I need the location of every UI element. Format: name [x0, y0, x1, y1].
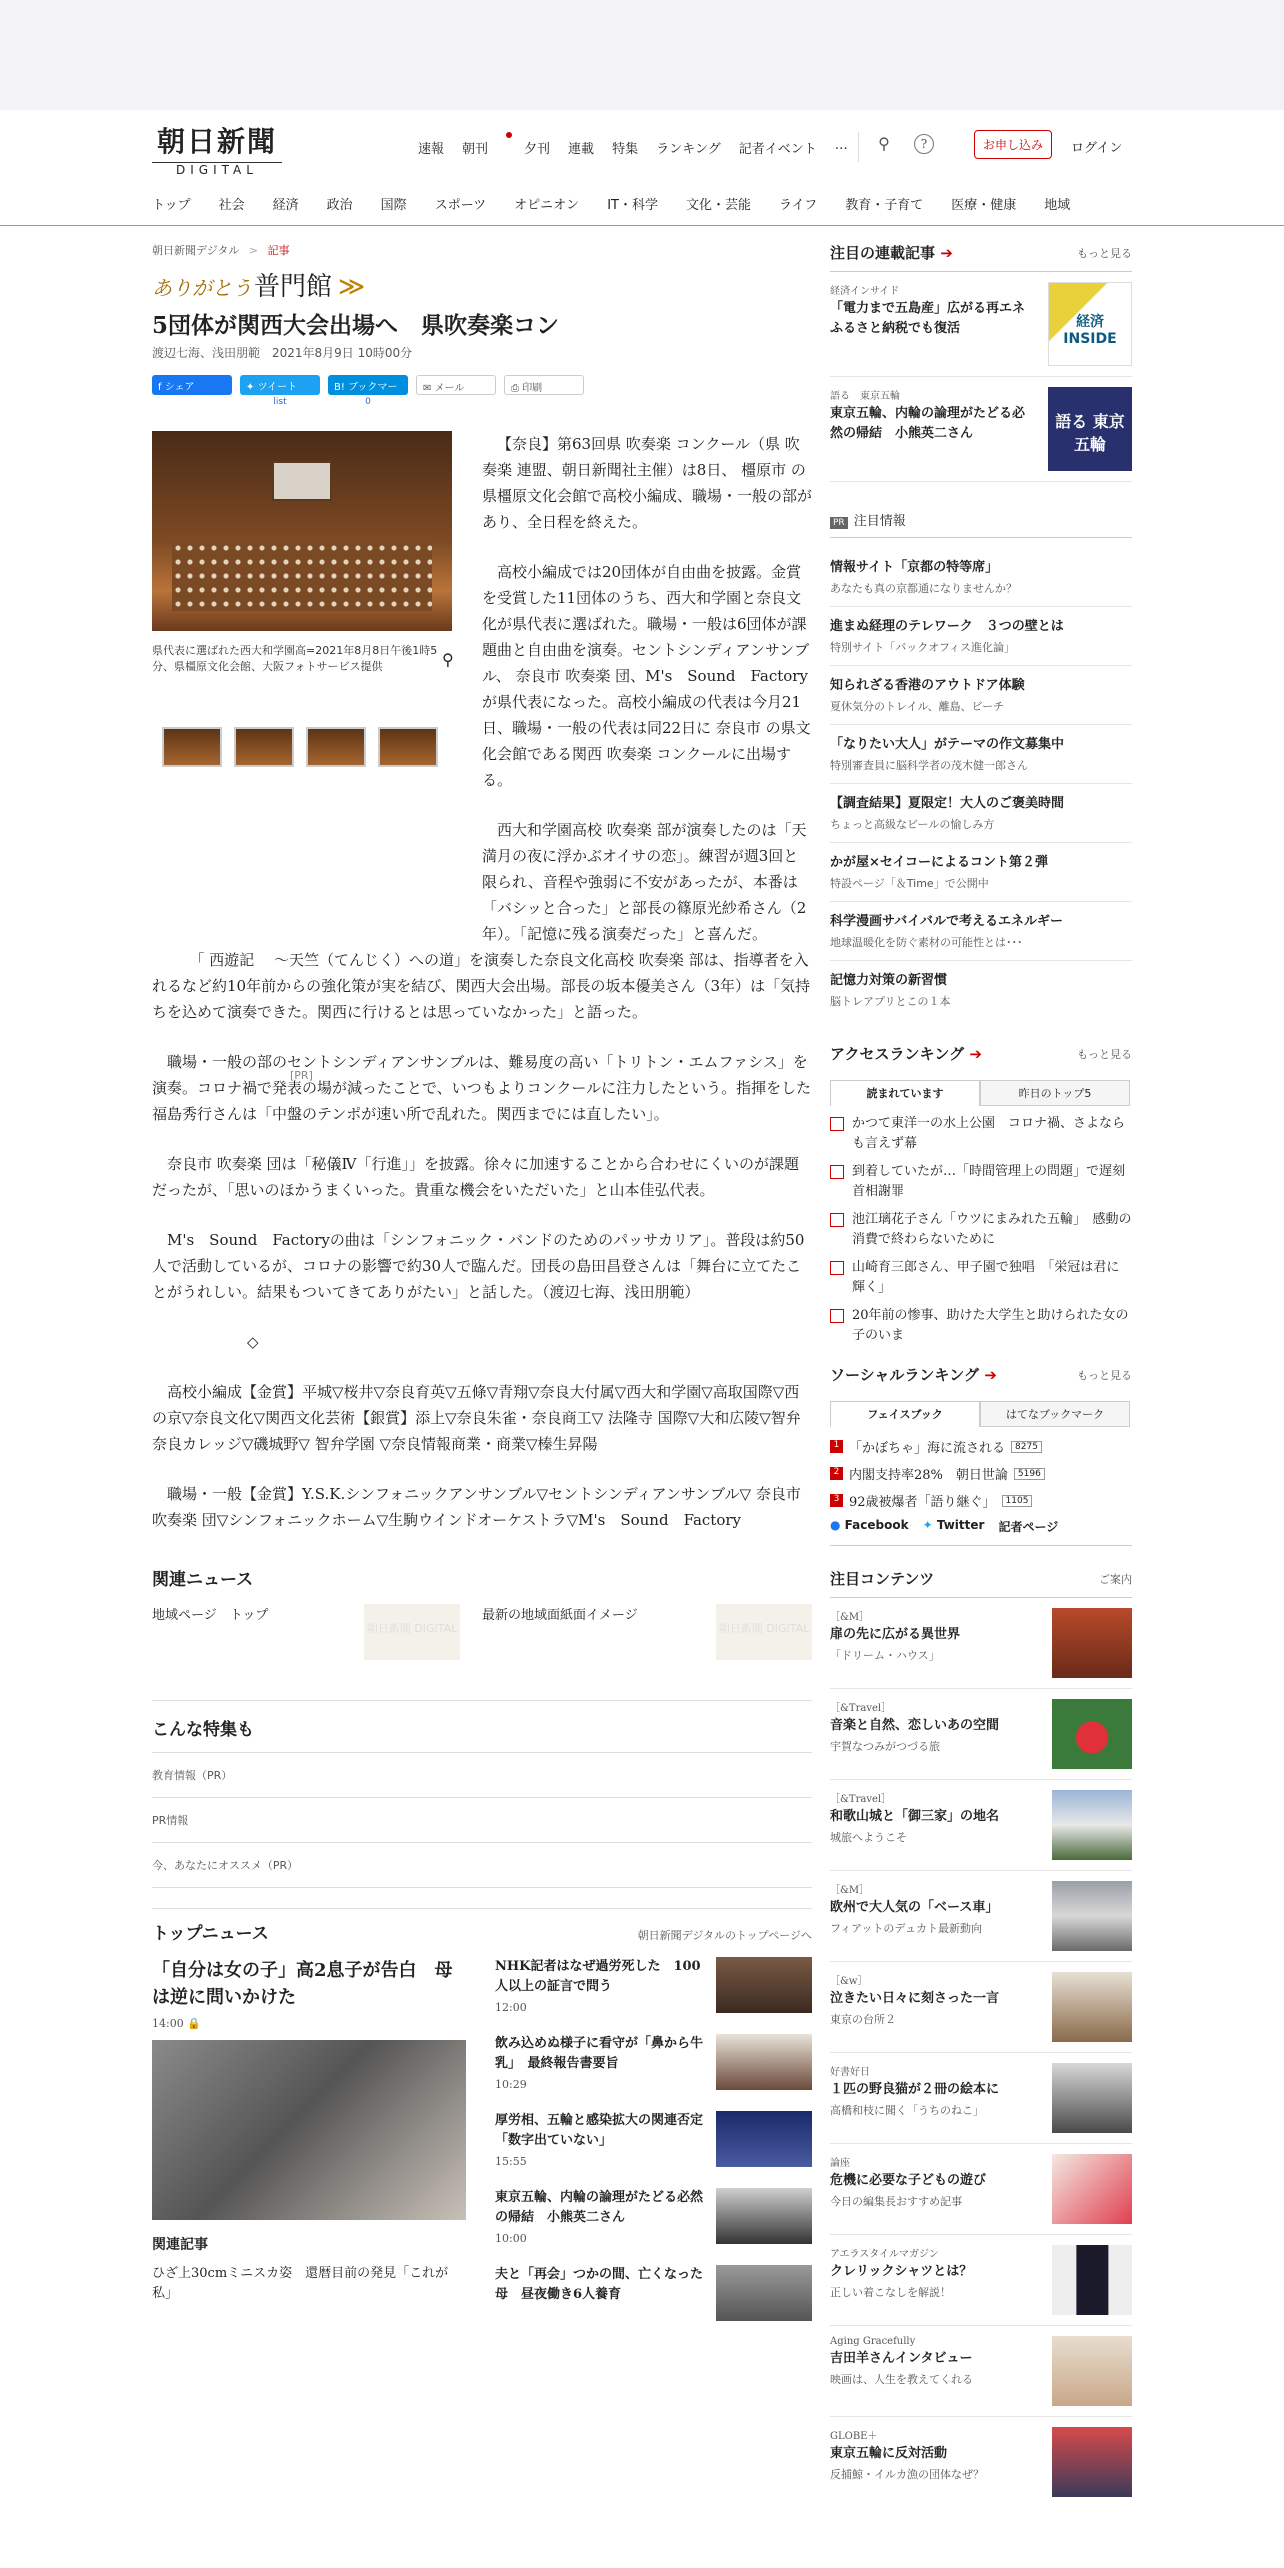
twitter-link-label: Twitter — [936, 1518, 985, 1532]
ranking-text: 到着していたが…「時間管理上の問題」で遅刻 首相謝罪 — [852, 1164, 1139, 1199]
rank-number: 3 — [830, 1494, 843, 1507]
photo-band — [172, 541, 432, 611]
social-text: 内閣支持率28% 朝日世論 — [849, 1468, 1008, 1483]
pr-item-title: 科学漫画サバイバルで考えるエネルギー — [830, 914, 1063, 929]
article-paragraph: 高校小編成では20団体が自由曲を披露。金賞を受賞した11団体のうち、西大和学園と奈良文化が県代表に選ばれた。職場・一般は6団体が課題曲と自由曲を演奏。セントシンディアンサンブル、 奈良市 吹奏楽 団、M's Sound Factoryが県代表になった。高校小編成の代表は今月21日、職場・一般の代表は同22日に 奈良市 の県文化会館である関西 吹奏楽 コンクールに出場する。 — [482, 563, 811, 789]
content-item[interactable] — [830, 1962, 1132, 2053]
social-tabs — [830, 1401, 1132, 1427]
pr-item[interactable] — [830, 784, 1132, 843]
mail-icon: ✉ — [423, 383, 435, 394]
content-title-text: 音楽と自然、恋しいあの空間 — [830, 1718, 1000, 1733]
related-item[interactable] — [152, 1604, 482, 1660]
twitter-icon: ✦ — [922, 1518, 933, 1532]
related-item[interactable] — [482, 1604, 812, 1660]
pr-item-sub: 地球温暖化を防ぐ素材の可能性とは･･･ — [830, 936, 1023, 949]
header-divider — [858, 132, 859, 162]
content-item[interactable] — [830, 1780, 1132, 1871]
topnews-item[interactable] — [495, 2034, 812, 2091]
content-item[interactable] — [830, 2144, 1132, 2235]
pr-item-title: 記憶力対策の新習慣 — [830, 973, 948, 988]
pr-item[interactable] — [830, 961, 1132, 1019]
series-category: 経済インサイド — [830, 286, 900, 297]
placeholder-logo: 朝日新聞 DIGITAL — [364, 1604, 460, 1660]
pr-item-title: 「なりたい大人」がテーマの作文募集中 — [830, 737, 1065, 752]
social-ranking-header — [830, 1364, 1132, 1393]
reporter-page-link[interactable]: 記者ページ — [998, 1520, 1059, 1534]
content-sub: 今日の編集長おすすめ記事 — [830, 2195, 963, 2208]
article-title: 5団体が関西大会出場へ 県吹奏楽コン — [152, 312, 560, 339]
special-row[interactable]: 教育情報（PR） — [152, 1753, 812, 1798]
tweet-button[interactable] — [240, 375, 320, 407]
content-title-text: 泣きたい日々に刻さった一言 — [830, 1991, 1000, 2006]
series-item[interactable] — [830, 272, 1132, 377]
share-count: 8275 — [1011, 1441, 1042, 1453]
top-news — [152, 1908, 812, 2302]
genre-nav — [152, 194, 1070, 213]
pr-item-sub: 特別サイト「バックオフィス進化論」 — [830, 641, 1016, 654]
placeholder-logo: 朝日新聞 DIGITAL — [716, 1604, 812, 1660]
arrow-right-icon: ➔ — [969, 1045, 982, 1063]
photo-banner — [272, 461, 332, 501]
hatena-icon: B! — [334, 382, 349, 393]
ad-banner-area — [0, 0, 1284, 110]
content-sub: 宇賀なつみがつづる旅 — [830, 1740, 940, 1753]
rank-number: 1 — [830, 1440, 843, 1453]
content-title-text: クレリックシャツとは？ — [830, 2264, 973, 2279]
article-paragraph: 「 西遊記 ～天竺（てんじく）への道」を演奏した奈良文化高校 吹奏楽 部は、指導者を入れるなど約10年前からの強化策が実を結び、関西大会出場。部長の坂本優美さん（3年）は「気持ちを込めて演奏できた。関西に行けるとは思っていなかった」と語った。 — [152, 951, 811, 1021]
content-item[interactable] — [830, 2053, 1132, 2144]
social-ranking-title: ソーシャルランキング — [830, 1366, 979, 1384]
related-title: 関連ニュース — [152, 1570, 254, 1590]
pr-item[interactable] — [830, 843, 1132, 902]
access-ranking-list — [830, 1114, 1139, 1346]
article-paragraph: 【奈良】第63回県 吹奏楽 コンクール（県 吹奏楽 連盟、朝日新聞社主催）は8日、 橿原市 の県橿原文化会館で高校小編成、職場・一般の部があり、全日程を終えた。 — [482, 435, 813, 531]
content-sub: 反捕鯨・イルカ漁の団体なぜ？ — [830, 2468, 984, 2481]
facebook-link[interactable] — [830, 1518, 909, 1535]
ranking-text: 20年前の惨事、助けた大学生と助けられた女の子のいま — [852, 1308, 1129, 1343]
subscribe-button[interactable]: お申し込み — [974, 130, 1052, 159]
main-column — [152, 242, 813, 2302]
content-thumb — [1052, 2336, 1132, 2406]
gnav-health[interactable]: 医療・健康 — [951, 198, 1017, 213]
gnav-education[interactable]: 教育・子育て — [845, 198, 924, 213]
social-item[interactable] — [830, 1491, 1132, 1510]
content-thumb — [1052, 2154, 1132, 2224]
zoom-icon[interactable]: ⚲ — [442, 650, 454, 669]
item-title: 飲み込めぬ様子に看守が「鼻から牛乳」 最終報告書要旨 — [495, 2036, 704, 2071]
item-title: NHK記者はなぜ過労死した 100人以上の証言で問う — [495, 1959, 701, 1994]
facebook-share-button[interactable] — [152, 375, 232, 395]
topnews-item[interactable] — [495, 2265, 812, 2321]
photo-thumbnails — [162, 727, 438, 767]
more-link[interactable]: もっと見る — [1077, 1047, 1132, 1061]
pr-item[interactable] — [830, 725, 1132, 784]
related-row — [152, 1604, 812, 1660]
item-thumb — [716, 2188, 812, 2244]
related-news — [152, 1565, 812, 1660]
access-ranking-title: アクセスランキング — [830, 1045, 965, 1063]
content-sub: 「ドリーム・ハウス」 — [830, 1649, 940, 1662]
pr-item-sub: ちょっと高級なビールの愉しみ方 — [830, 818, 995, 831]
crumb-current: 記事 — [267, 244, 290, 257]
breadcrumb — [152, 242, 812, 258]
gnav-international[interactable]: 国際 — [380, 198, 407, 213]
content-category: 論座 — [830, 2158, 850, 2169]
new-dot — [506, 132, 512, 138]
article-paragraph: 西大和学園高校 吹奏楽 部が演奏したのは「天満月の夜に浮かぶオイサの恋」。練習が週3回と限られ、音程や強弱に不安があったが、本番は「バシッと合った」と部長の篠原光紗希さん（2年）。「記憶に残る演奏だった」と喜んだ。 — [482, 821, 807, 943]
rank-box — [830, 1213, 844, 1227]
pr-item-title: 知られざる香港のアウトドア体験 — [830, 678, 1025, 693]
share-count: 5196 — [1014, 1468, 1045, 1480]
help-icon[interactable]: ? — [914, 134, 934, 154]
arrow-right-icon: ➔ — [984, 1366, 997, 1384]
bookmark-label: ブックマーク — [334, 382, 398, 408]
series-section-title: 注目の連載記事 — [830, 244, 936, 262]
item-thumb — [716, 2265, 812, 2321]
series-name: 普門館 — [254, 272, 333, 302]
topnews-lead[interactable] — [152, 1957, 466, 2304]
content-category: ［&Travel］ — [830, 1794, 892, 1805]
gnav-society[interactable]: 社会 — [218, 198, 245, 213]
article-body — [152, 431, 812, 1533]
content-item[interactable] — [830, 1598, 1132, 1689]
pr-label: [PR] — [290, 1069, 313, 1082]
series-item[interactable] — [830, 377, 1132, 482]
thumbnail[interactable] — [378, 727, 438, 767]
topnews-item[interactable] — [495, 1957, 812, 2014]
pr-item[interactable] — [830, 607, 1132, 666]
special-features — [152, 1700, 812, 1888]
facebook-link-label: Facebook — [844, 1518, 909, 1532]
related-label: 地域ページ トップ — [152, 1608, 269, 1623]
thumbnail[interactable] — [306, 727, 366, 767]
pr-item-title: 【調査結果】夏限定！大人のご褒美時間 — [830, 796, 1065, 811]
more-link[interactable]: もっと見る — [1077, 1368, 1132, 1382]
content-category: ［&w］ — [830, 1976, 868, 1987]
lead-time-text: 14:00 — [152, 2017, 184, 2030]
economy-inside-logo — [1048, 282, 1132, 366]
content-title: 注目コンテンツ — [830, 1570, 935, 1588]
gnav-it-science[interactable]: IT・科学 — [607, 198, 658, 213]
content-item[interactable] — [830, 2417, 1132, 2507]
social-links — [830, 1518, 1132, 1546]
site-logo[interactable] — [152, 120, 282, 177]
gnav-economy[interactable]: 経済 — [272, 198, 299, 213]
content-category: 好書好日 — [830, 2067, 870, 2078]
item-time: 12:00 — [495, 2001, 527, 2014]
special-title: こんな特集も — [152, 1715, 812, 1753]
thumbnail[interactable] — [234, 727, 294, 767]
content-thumb — [1052, 2245, 1132, 2315]
item-title: 厚労相、五輪と感染拡大の関連否定「数字出ていない」 — [495, 2113, 704, 2148]
ranking-item[interactable] — [830, 1258, 1132, 1298]
content-sub: 映画は、人生を教えてくれる — [830, 2373, 973, 2386]
content-thumb — [1052, 2063, 1132, 2133]
pr-header — [830, 510, 1132, 538]
nav-evening[interactable]: 夕刊 — [524, 142, 551, 157]
pr-title: 注目情報 — [853, 514, 906, 529]
item-title: 夫と「再会」つかの間、亡くなった母 昼夜働き6人養育 — [495, 2267, 704, 2302]
content-header — [830, 1568, 1132, 1598]
content-sub: 正しい着こなしを解説！ — [830, 2286, 951, 2299]
content-title-text: 扉の先に広がる異世界 — [830, 1627, 961, 1642]
social-text: 「かぼちゃ」海に流される — [849, 1441, 1006, 1456]
ranking-item[interactable] — [830, 1162, 1139, 1202]
section-mark: ◇ — [247, 1333, 259, 1351]
pr-item-title: かが屋×セイコーによるコント第２弾 — [830, 855, 1048, 870]
gnav-opinion[interactable]: オピニオン — [514, 198, 580, 213]
topnews-item[interactable] — [495, 2188, 812, 2245]
content-thumb — [1052, 1699, 1132, 1769]
item-thumb — [716, 2111, 812, 2167]
tab-hatena[interactable]: はてなブックマーク — [980, 1401, 1130, 1427]
social-item[interactable] — [830, 1437, 1132, 1456]
facebook-icon: ● — [830, 1518, 841, 1532]
pr-item-sub: 特設ページ「＆Time」で公開中 — [830, 877, 989, 890]
lock-icon: 🔒 — [187, 2017, 201, 2030]
series-title: 「電力まで五島産」広がる再エネ ふるさと納税でも復活 — [830, 301, 1039, 336]
facebook-icon: f — [158, 382, 165, 393]
ranking-text: 池江璃花子さん「ウツにまみれた五輪」 感動の消費で終わらないために — [852, 1212, 1132, 1247]
gnav-culture[interactable]: 文化・芸能 — [685, 198, 751, 213]
ranking-item[interactable] — [830, 1114, 1132, 1154]
sidebar — [830, 242, 1139, 2507]
topnews-list — [495, 1957, 812, 2341]
series-prefix: ありがとう — [152, 276, 252, 300]
gnav-region[interactable]: 地域 — [1044, 198, 1071, 213]
pr-item-sub: あなたも真の京都通になりませんか？ — [830, 582, 1017, 595]
nav-breaking[interactable]: 速報 — [418, 142, 445, 157]
rank-number: 2 — [830, 1467, 843, 1480]
pr-item[interactable] — [830, 902, 1132, 961]
article-paragraph: 職場・一般【金賞】Y.S.K.シンフォニックアンサンブル▽セントシンディアンサンブル▽ 奈良市 吹奏楽 団▽シンフォニックホーム▽生駒ウインドオーケストラ▽M's Sound Factory — [152, 1485, 801, 1529]
share-count: 1105 — [1002, 1495, 1033, 1507]
access-tabs — [830, 1080, 1132, 1106]
pr-item-sub: 脳トレアプリとこの１本 — [830, 995, 951, 1008]
content-thumb — [1052, 1972, 1132, 2042]
pr-item-title: 進まぬ経理のテレワーク ３つの壁とは — [830, 619, 1064, 634]
series-mark: ≫ — [338, 272, 366, 302]
rank-box — [830, 1261, 844, 1275]
site-header — [0, 110, 1284, 226]
article-paragraph: 奈良市 吹奏楽 団は「秘儀Ⅳ「行進」」を披露。徐々に加速することから合わせにくいのが課題だったが、「思いのほかうまくいった。貴重な機会をいただいた」と山本佳弘代表。 — [152, 1155, 800, 1199]
content-title-text: １匹の野良猫が２冊の絵本に — [830, 2082, 1000, 2097]
content-category: Aging Gracefully — [830, 2336, 916, 2347]
gnav-life[interactable]: ライフ — [778, 198, 818, 213]
content-item[interactable] — [830, 1689, 1132, 1780]
content-title-text: 東京五輪に反対活動 — [830, 2446, 948, 2461]
nav-morning-label: 朝刊 — [462, 142, 489, 157]
rank-box — [830, 1117, 844, 1131]
pr-badge: PR — [830, 517, 848, 529]
print-icon: ⎙ — [511, 383, 523, 394]
crumb-home[interactable]: 朝日新聞デジタル — [152, 244, 240, 257]
nav-morning[interactable] — [462, 138, 506, 157]
mail-button[interactable] — [416, 375, 496, 395]
social-text: 92歳被爆者「語り継ぐ」 — [849, 1495, 996, 1510]
content-title-text: 和歌山城と「御三家」の地名 — [830, 1809, 1000, 1824]
topnews-more-link[interactable]: 朝日新聞デジタルのトップページへ — [637, 1929, 812, 1942]
related-article-link[interactable]: ひざ上30cmミニスカ姿 還暦目前の発見「これが私」 — [152, 2266, 449, 2301]
thumbnail[interactable] — [162, 727, 222, 767]
special-row[interactable]: 今、あなたにオススメ（PR） — [152, 1843, 812, 1888]
pr-item[interactable] — [830, 666, 1132, 725]
mail-label: メール — [434, 383, 465, 394]
content-thumb — [1052, 2427, 1132, 2497]
economy-inside-label: 経済 INSIDE — [1063, 314, 1117, 347]
related-label: 最新の地域面紙面イメージ — [482, 1608, 638, 1623]
item-time: 15:55 — [495, 2155, 527, 2168]
logo-subtext: DIGITAL — [152, 162, 282, 177]
content-item[interactable] — [830, 2235, 1132, 2326]
special-row[interactable]: PR情報 — [152, 1798, 812, 1843]
ranking-text: かつて東洋一の水上公園 コロナ禍、さよならも言えず幕 — [852, 1116, 1126, 1151]
related-articles-title: 関連記事 — [152, 2237, 208, 2253]
content-list — [830, 1598, 1132, 2507]
content-category: アエラスタイルマガジン — [830, 2249, 939, 2260]
series-logo[interactable] — [152, 266, 812, 303]
series-category: 語る 東京五輪 — [830, 391, 900, 402]
pr-item[interactable] — [830, 548, 1132, 607]
item-thumb — [716, 2034, 812, 2090]
content-category: ［&M］ — [830, 1612, 870, 1623]
article-byline: 渡辺七海、浅田朋範 2021年8月9日 10時00分 — [152, 346, 413, 360]
twitter-icon: ✦ — [246, 382, 258, 393]
content-thumb — [1052, 1881, 1132, 1951]
top-nav — [418, 138, 866, 157]
pr-item-sub: 特別審査員に脳科学者の茂木健一郎さん — [830, 759, 1028, 772]
ranking-item[interactable] — [830, 1210, 1132, 1250]
content-category: GLOBE＋ — [830, 2431, 878, 2442]
pr-list — [830, 548, 1132, 1019]
content-sub: 東京の台所２ — [830, 2013, 896, 2026]
tab-yesterday-top5[interactable]: 昨日のトップ5 — [980, 1080, 1130, 1106]
lead-time — [152, 2017, 466, 2030]
gnav-top[interactable]: トップ — [152, 198, 191, 213]
content-sub: フィアットのデュカト最新動向 — [830, 1922, 983, 1935]
topnews-item[interactable] — [495, 2111, 812, 2168]
tab-facebook[interactable]: フェイスブック — [830, 1401, 980, 1427]
article-paragraph: M's Sound Factoryの曲は「シンフォニック・バンドのためのパッサカリア」。普段は約50人で活動しているが、コロナの影響で約30人で臨んだ。団長の島田昌登さんは「舞台に立てたことがうれしい。結果もついてきてありがたい」と話した。（渡辺七海、浅田朋範） — [152, 1231, 805, 1301]
access-ranking-header — [830, 1043, 1132, 1072]
content-thumb — [1052, 1608, 1132, 1678]
hatena-bookmark-button[interactable] — [328, 375, 408, 408]
content-title-text: 吉田羊さんインタビュー — [830, 2351, 973, 2366]
kataru-olympics-logo — [1048, 387, 1132, 471]
item-title: 東京五輪、内輪の論理がたどる必然の帰結 小熊英二さん — [495, 2190, 704, 2225]
social-item[interactable] — [830, 1464, 1132, 1483]
series-header — [830, 242, 1132, 272]
ranking-item[interactable] — [830, 1306, 1132, 1346]
series-title: 東京五輪、内輪の論理がたどる必然の帰結 小熊英二さん — [830, 406, 1026, 441]
twitter-link[interactable] — [923, 1518, 985, 1535]
ranking-text: 山崎育三郎さん、甲子園で独唱 「栄冠は君に輝く」 — [852, 1260, 1120, 1295]
pr-item-sub: 夏休気分のトレイル、離島、ビーチ — [830, 700, 1005, 713]
article-paragraph: 高校小編成【金賞】平城▽桜井▽奈良育英▽五條▽青翔▽奈良大付属▽西大和学園▽高取国際▽西の京▽奈良文化▽関西文化芸術【銀賞】添上▽奈良朱雀・奈良商工▽ 法隆寺 国際▽大和広陵▽智弁奈良カレッジ▽磯城野▽ 智弁学園 ▽奈良情報商業・商業▽榛生昇陽 — [152, 1383, 801, 1453]
content-item[interactable] — [830, 2326, 1132, 2417]
item-time: 10:29 — [495, 2078, 527, 2091]
tweet-count[interactable]: list — [273, 397, 287, 407]
print-button[interactable] — [504, 375, 584, 395]
lead-title: 「自分は女の子」高2息子が告白 母は逆に問いかけた — [152, 1960, 453, 2008]
share-buttons — [152, 375, 812, 408]
rank-box — [830, 1309, 844, 1323]
topnews-title: トップニュース — [152, 1924, 269, 1944]
content-thumb — [1052, 1790, 1132, 1860]
article-paragraph: 職場・一般の部のセントシンディアンサンブルは、難易度の高い「トリトン・エムファシス」を演奏。コロナ禍で発表の場が減ったことで、いつもよりコンクールに注力したという。指揮をした福島秀行さんは「中盤のテンポが速い所で乱れた。関西までには直したい」。 — [152, 1053, 812, 1123]
bookmark-count[interactable]: 0 — [365, 397, 371, 407]
print-label: 印刷 — [522, 383, 543, 394]
logo-text: 朝日新聞 — [156, 125, 277, 158]
nav-ranking[interactable]: ランキング — [656, 142, 721, 157]
content-title-text: 欧州で大人気の「ベース車」 — [830, 1900, 999, 1915]
item-thumb — [716, 1957, 812, 2013]
social-ranking-list — [830, 1437, 1132, 1510]
content-category: ［&M］ — [830, 1885, 870, 1896]
gnav-politics[interactable]: 政治 — [326, 198, 353, 213]
search-icon[interactable]: ⚲ — [878, 134, 890, 153]
login-link[interactable]: ログイン — [1071, 141, 1123, 156]
content-sub: 高橋和枝に聞く「うちのねこ」 — [830, 2104, 984, 2117]
rank-box — [830, 1165, 844, 1179]
content-sub: 城旅へようこそ — [830, 1831, 907, 1844]
photo-caption: 県代表に選ばれた西大和学園高=2021年8月8日午後1時5分、県橿原文化会館、大阪フォトサービス提供 — [152, 644, 438, 673]
item-time: 10:00 — [495, 2232, 527, 2245]
gnav-sports[interactable]: スポーツ — [434, 198, 487, 213]
nav-series[interactable]: 連載 — [568, 142, 595, 157]
tab-most-read[interactable]: 読まれています — [830, 1080, 980, 1106]
content-category: ［&Travel］ — [830, 1703, 892, 1714]
lead-image — [152, 2040, 466, 2220]
nav-events[interactable]: 記者イベント — [738, 142, 817, 157]
more-link[interactable]: もっと見る — [1077, 246, 1132, 260]
content-item[interactable] — [830, 1871, 1132, 1962]
nav-features[interactable]: 特集 — [612, 142, 639, 157]
tweet-label: ツイート — [257, 382, 298, 393]
pr-item-title: 情報サイト「京都の特等席」 — [830, 560, 999, 575]
kataru-olympics-label: 語る 東京五輪 — [1055, 412, 1125, 454]
crumb-sep: > — [248, 244, 259, 257]
content-title-text: 危機に必要な子どもの遊び — [830, 2173, 987, 2188]
share-label: シェア — [164, 382, 195, 393]
arrow-right-icon: ➔ — [940, 244, 953, 262]
article-photo[interactable] — [152, 431, 452, 631]
guide-link[interactable]: ご案内 — [1099, 1572, 1132, 1586]
more-menu-icon[interactable]: … — [834, 138, 848, 153]
